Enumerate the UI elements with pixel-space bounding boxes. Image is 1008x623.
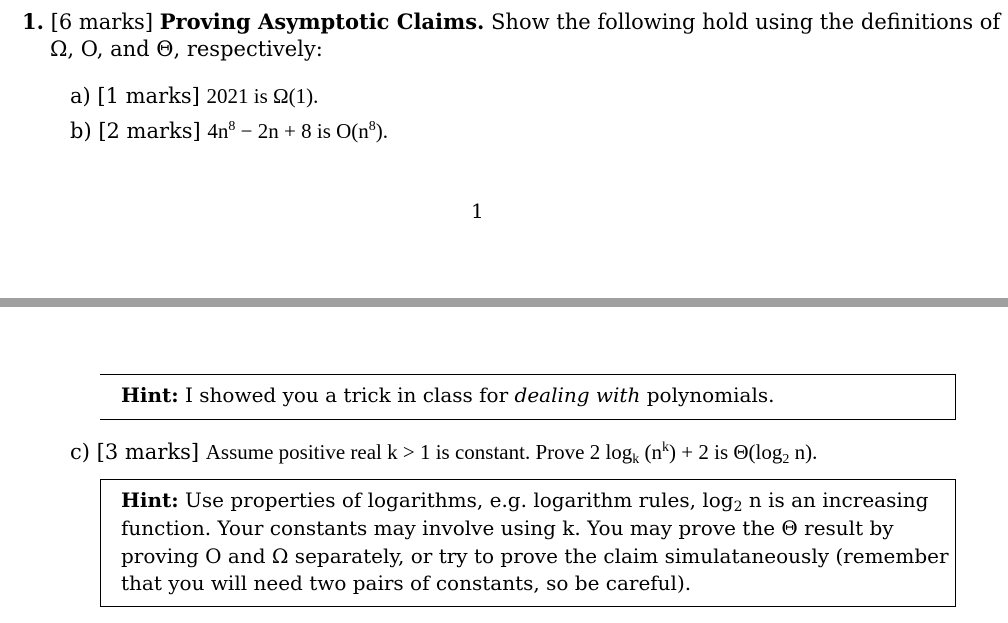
- question-number: 1.: [22, 9, 44, 34]
- part-a: [70, 83, 318, 110]
- hint-2-label: Hint:: [121, 488, 179, 512]
- question-marks: [6 marks]: [50, 10, 154, 34]
- part-c-marks: [3 marks]: [96, 440, 200, 464]
- hint-2-line-1-a: Use properties of logarithms, e.g. logarithm rules, log: [185, 488, 734, 512]
- hint-2-line-4: that you will need two pairs of constants, so be careful).: [121, 571, 692, 595]
- part-c-math: [205, 440, 818, 467]
- hint-2-line-1-b: n is an increasing: [742, 488, 929, 512]
- question-intro-line2: Ω, O, and Θ, respectively:: [50, 37, 323, 61]
- part-c-subscript-1: k: [632, 452, 640, 467]
- hint-2-line-1: [121, 487, 928, 514]
- question-intro-line1: Show the following hold using the definitions of: [491, 10, 1001, 34]
- hint-1-text: [121, 382, 774, 409]
- part-a-marks: [1 marks]: [97, 84, 200, 108]
- hint-2-subscript: 2: [733, 499, 743, 515]
- part-c: [70, 439, 817, 466]
- part-b: [70, 118, 388, 145]
- part-a-text: 2021 is Ω(1).: [206, 84, 319, 108]
- part-b-mid: − 2n + 8 is O(n: [235, 119, 369, 143]
- part-b-suffix: ).: [375, 119, 389, 143]
- part-c-mid-1: (n: [639, 440, 663, 464]
- hint-1-italic: dealing with: [514, 383, 641, 407]
- hint-1-before: I showed you a trick in class for: [185, 383, 509, 407]
- part-c-mid-2: ) + 2 is Θ(log: [669, 440, 783, 464]
- hint-2-line-2: function. Your constants may involve using k. You may prove the Θ result by: [121, 516, 894, 540]
- hint-1-after: polynomials.: [646, 383, 775, 407]
- hint-1-label: Hint:: [121, 383, 179, 407]
- part-b-prefix: 4n: [207, 119, 229, 143]
- part-c-subscript-2: 2: [782, 452, 790, 467]
- part-a-label: a): [70, 84, 91, 108]
- part-c-suffix: n).: [789, 440, 818, 464]
- part-b-label: b): [70, 119, 92, 143]
- page-number: 1: [471, 199, 484, 223]
- part-b-exponent-2: 8: [368, 119, 376, 134]
- part-b-math: [207, 119, 388, 143]
- question-title: Proving Asymptotic Claims.: [159, 9, 485, 34]
- part-b-marks: [2 marks]: [98, 119, 201, 143]
- question-header: [22, 8, 1000, 36]
- hint-2-line-3: proving O and Ω separately, or try to prove the claim simulataneously (remember: [121, 544, 949, 568]
- part-c-prefix: Assume positive real k > 1 is constant. Prove 2 log: [205, 440, 633, 464]
- page-break-divider: [0, 298, 1008, 307]
- part-c-exponent: k: [662, 440, 670, 455]
- part-b-exponent-1: 8: [228, 119, 236, 134]
- part-c-label: c): [70, 440, 90, 464]
